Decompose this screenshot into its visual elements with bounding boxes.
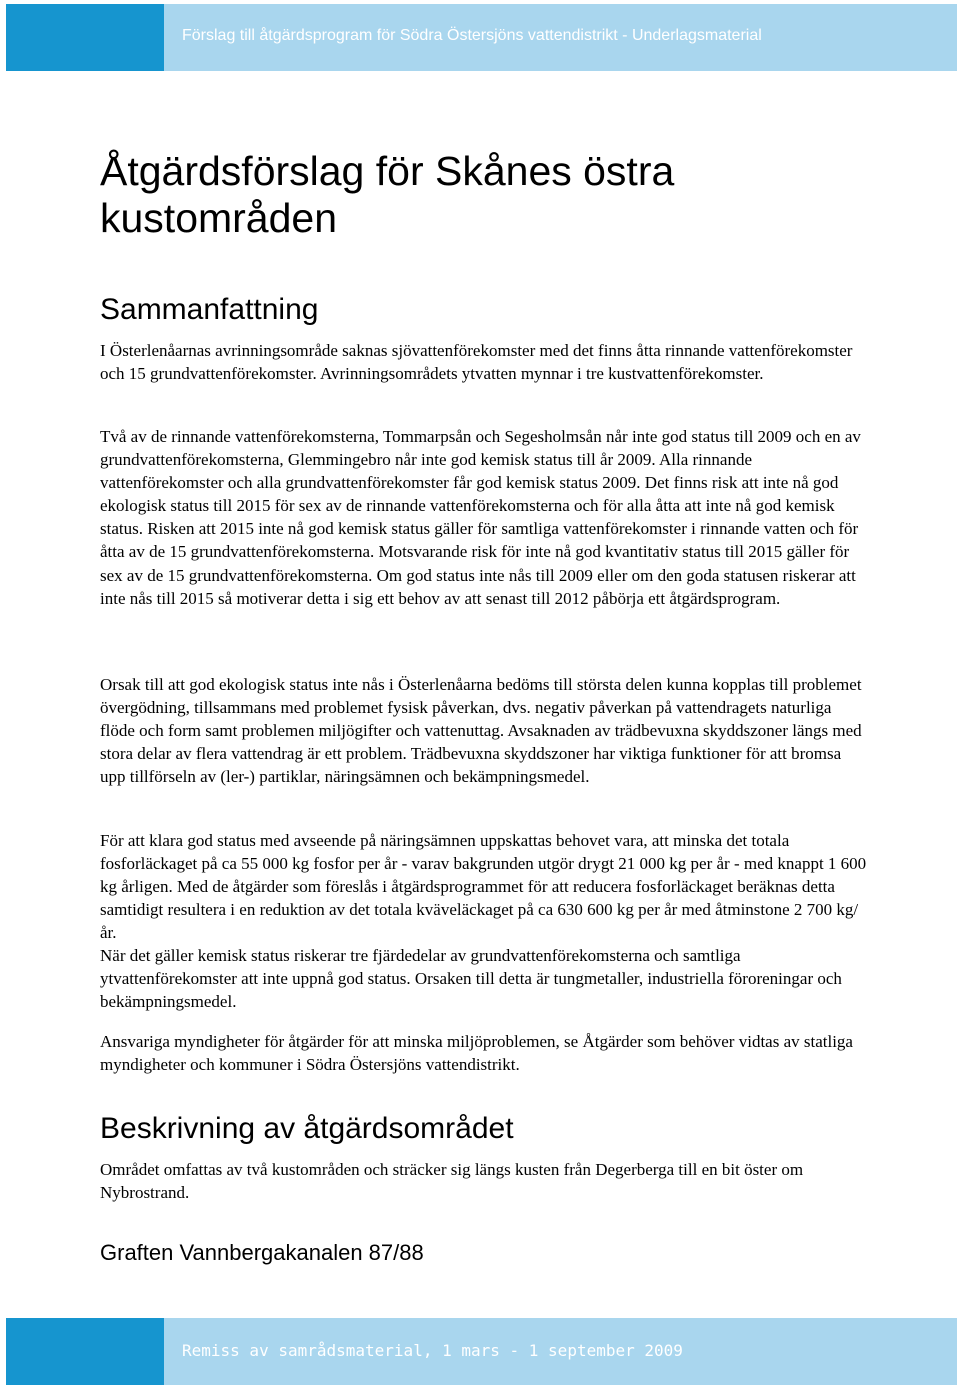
running-header: Förslag till åtgärdsprogram för Södra Östersjöns vattendistrikt - Underlagsmaterial xyxy=(182,27,762,44)
description-heading: Beskrivning av åtgärdsområdet xyxy=(100,1112,514,1145)
summary-paragraph-3: Orsak till att god ekologisk status inte nås i Österlenåarna bedöms till största delen kunna kopplas till problemet övergödning, tillsammans med problemet fysisk påverkan, dvs. negativ påverkan på vattendragets naturliga flöde och form samt problemen miljögifter och vattenuttag. Avsaknaden av trädbevuxna skyddszoner längs med stora delar av flera vattendrag är ett problem. Trädbevuxna skyddszoner har viktiga funktioner för att bromsa upp tillförseln av (ler-) partiklar, näringsämnen och bekämpningsmedel. xyxy=(100,675,862,787)
running-footer: Remiss av samrådsmaterial, 1 mars - 1 september 2009 xyxy=(182,1341,683,1360)
footer-accent-block xyxy=(6,1318,164,1385)
subsection-heading: Graften Vannbergakanalen 87/88 xyxy=(100,1240,424,1265)
header-accent-block xyxy=(6,4,164,71)
summary-paragraph-4: För att klara god status med avseende på näringsämnen uppskattas behovet vara, att minska det totala fosforläckaget på ca 55 000 kg fosfor per år - varav bakgrunden utgör drygt 21 000 kg per år - med knappt 1 600 kg årligen. Med de åtgärder som föreslås i åtgärdsprogrammet för att reducera fosforläckaget beräknas detta samtidigt resultera i en reduktion av det totala kväveläckaget på ca 630 600 kg per år med åtminstone 2 700 kg/år. xyxy=(100,831,867,943)
summary-paragraph-5: När det gäller kemisk status riskerar tre fjärdedelar av grundvattenförekomsterna och samtliga ytvattenförekomster att inte uppnå god status. Orsaken till detta är tungmetaller, industriella föroreningar och bekämpningsmedel. xyxy=(100,946,842,1012)
summary-heading: Sammanfattning xyxy=(100,293,319,326)
description-paragraph-1: Området omfattas av två kustområden och sträcker sig längs kusten från Degerberga till en bit öster om Nybrostrand. xyxy=(100,1160,804,1203)
document-title: Åtgärdsförslag för Skånes östra kustområden xyxy=(100,148,675,241)
summary-paragraph-2: Två av de rinnande vattenförekomsterna, Tommarpsån och Segesholmsån når inte god status till 2009 och en av grundvattenförekomsterna, Glemmingebro når inte god kemisk status till år 2009. Alla rinnande vattenförekomster och alla grundvattenförekomster får god kemisk status 2009. Det finns risk att inte nå god ekologisk status till 2015 för sex av de rinnande vattenförekomsterna och för alla åtta att inte nå god kemisk status. Risken att 2015 inte nå god kemisk status gäller för samtliga vattenförekomster i rinnande vatten och för åtta av de 15 grundvattenförekomsterna. Motsvarande risk för inte nå god kvantitativ status till 2015 gäller för sex av de 15 grundvattenförekomsterna. Om god status inte nås till 2009 eller om den goda statusen riskerar att inte nås till 2015 så motiverar detta i sig ett behov av att senast till 2012 påbörja ett åtgärdsprogram. xyxy=(100,427,861,608)
summary-paragraph-1: I Österlenåarnas avrinningsområde saknas sjövattenförekomster med det finns åtta rinnande vattenförekomster och 15 grundvattenförekomster. Avrinningsområdets ytvatten mynnar i tre kustvattenförekomster. xyxy=(100,341,853,384)
summary-paragraph-6: Ansvariga myndigheter för åtgärder för att minska miljöproblemen, se Åtgärder som behöver vidtas av statliga myndigheter och kommuner i Södra Östersjöns vattendistrikt. xyxy=(100,1032,853,1075)
